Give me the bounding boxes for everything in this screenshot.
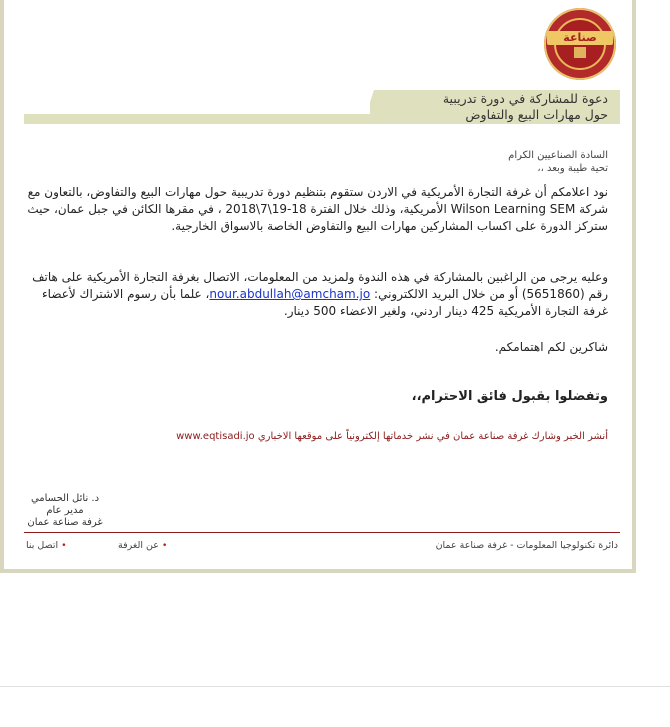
- registration-text-2: ، علما بأن رسوم الاشتراك لأعضاء غرفة التجارة الأمريكية 425 دينار اردني، ولغير الاعضاء 500 دينار.: [42, 287, 608, 318]
- banner-title-line1: دعوة للمشاركة في دورة تدريبية: [442, 91, 608, 106]
- paragraph-announcement: نود اعلامكم أن غرفة التجارة الأمريكية في الاردن ستقوم بتنظيم دورة تدريبية حول مهارات البيع والتفاوض، بالتعاون مع شركة Wilson Learning SEM الأمريكية، وذلك خلال الفترة 18-19\7\2018 ، في مقرها الكائن في جبل عمان، حيث ستركز الدورة على اكساب المشاركين مهارات البيع والتفاوض الخاصة بالاسواق الخارجية.: [27, 185, 608, 233]
- salutation-line2: تحية طيبة وبعد ،،: [537, 163, 608, 174]
- paragraph-registration: [24, 269, 608, 320]
- share-note: أنشر الخبر وشارك غرفة صناعة عمان في نشر خدماتها إلكترونياً على موقعها الاخباري www.eqtisadi.jo: [176, 431, 608, 442]
- footer-link-about[interactable]: [118, 540, 167, 551]
- email-link[interactable]: nour.abdullah@amcham.jo: [209, 287, 371, 301]
- logo-tower-icon: [574, 47, 586, 58]
- salutation: [24, 149, 608, 175]
- closing-regards: وتفضلوا بقبول فائق الاحترام،،: [411, 389, 608, 404]
- chamber-logo: [544, 8, 616, 80]
- registration-text-1: وعليه يرجى من الراغبين بالمشاركة في هذه الندوة ولمزيد من المعلومات، الاتصال بغرفة التجارة الأمريكية على هاتف رقم (5651860) أو من خلال البريد الالكتروني:: [32, 270, 608, 301]
- title-banner: [24, 90, 620, 124]
- banner-title: [443, 91, 608, 123]
- signature-name: د. نائل الحسامي: [30, 493, 100, 504]
- footer-department: دائرة تكنولوجيا المعلومات - غرفة صناعة عمان: [435, 540, 618, 551]
- thanks-line: شاكرين لكم اهتمامكم.: [494, 340, 608, 354]
- logo-wordmark: صناعة: [547, 31, 613, 45]
- bullet-icon: •: [61, 541, 67, 551]
- signature-title: مدير عام: [46, 505, 84, 516]
- footer-link-contact[interactable]: [26, 540, 67, 551]
- footer-divider: [24, 532, 620, 533]
- signature-org: غرفة صناعة عمان: [27, 517, 103, 528]
- bullet-icon: •: [161, 541, 168, 551]
- signature-block: [24, 493, 106, 529]
- footer-link-contact-label: اتصل بنا: [26, 540, 59, 551]
- page-bottom-rule: [0, 686, 670, 687]
- footer-link-about-label: عن الغرفة: [118, 540, 159, 551]
- banner-title-line2: حول مهارات البيع والتفاوض: [465, 107, 608, 122]
- salutation-line1: السادة الصناعيين الكرام: [508, 150, 608, 161]
